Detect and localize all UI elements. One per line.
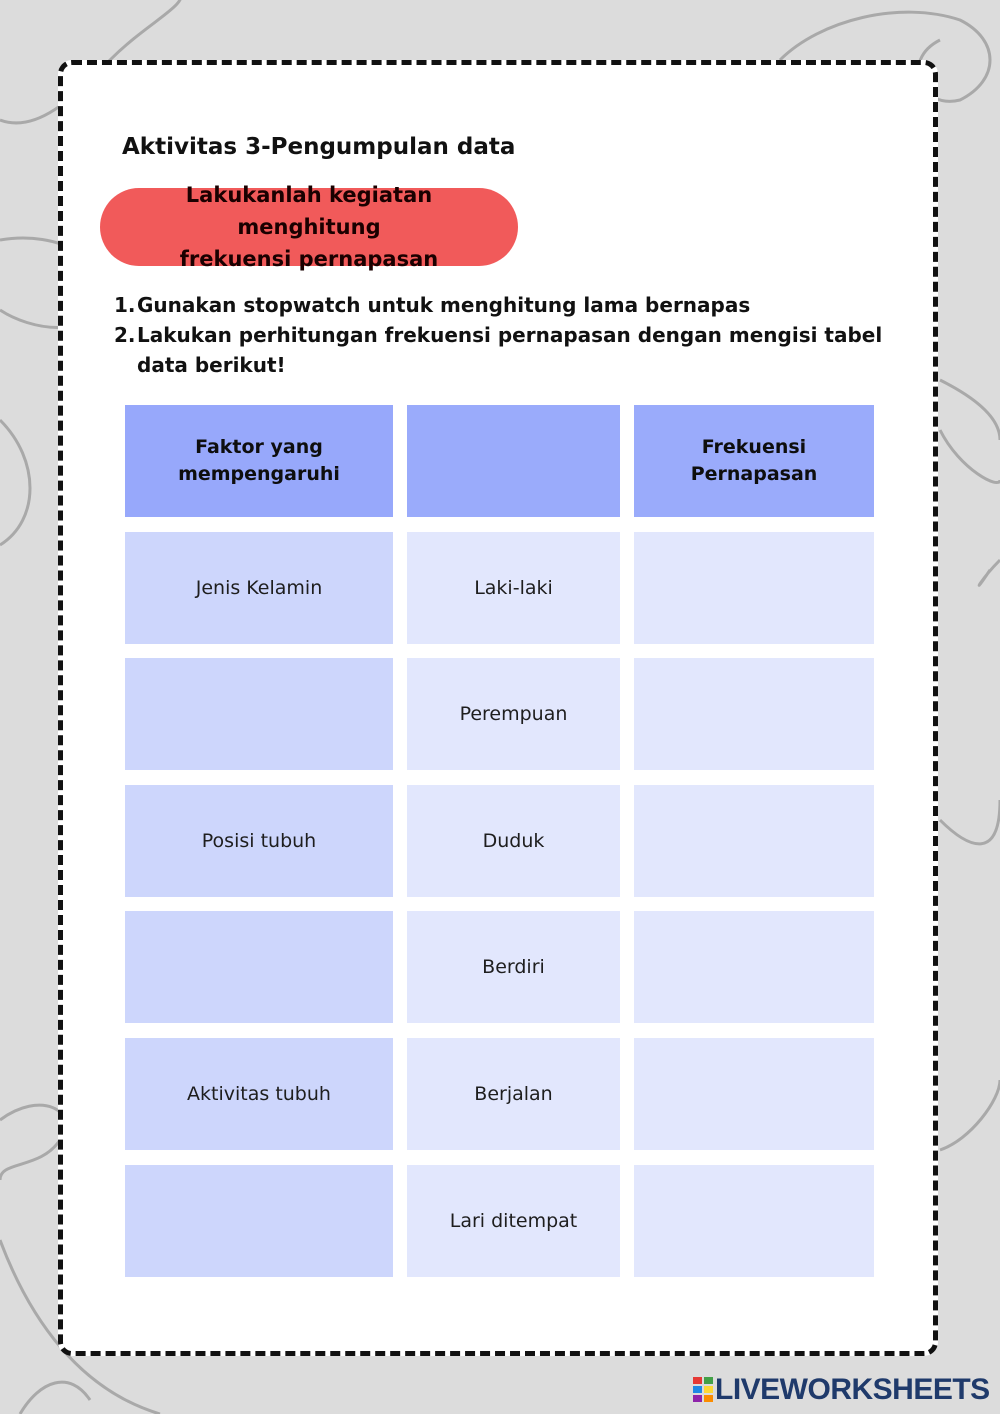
frequency-answer-cell[interactable]: [634, 532, 874, 644]
frequency-answer-cell[interactable]: [634, 785, 874, 897]
page-title: Aktivitas 3-Pengumpulan data: [122, 134, 516, 160]
step-item: [114, 320, 904, 380]
table-header-frequency: Frekuensi Pernapasan: [634, 405, 874, 517]
table-cell-factor: [125, 911, 393, 1023]
liveworksheets-logo[interactable]: [693, 1374, 990, 1406]
frequency-answer-cell[interactable]: [634, 1038, 874, 1150]
step-text: Gunakan stopwatch untuk menghitung lama bernapas: [137, 293, 751, 317]
table-cell-factor: Posisi tubuh: [125, 785, 393, 897]
table-cell-factor: Aktivitas tubuh: [125, 1038, 393, 1150]
table-cell-factor: Jenis Kelamin: [125, 532, 393, 644]
table-header-condition: [407, 405, 620, 517]
table-cell-condition: Laki-laki: [407, 532, 620, 644]
instruction-banner: [100, 183, 518, 271]
instruction-banner-text: Lakukanlah kegiatan menghitung frekuensi pernapasan: [179, 183, 439, 271]
table-cell-factor: [125, 1165, 393, 1277]
brand-name: LIVEWORKSHEETS: [715, 1373, 990, 1406]
table-header-factor: Faktor yang mempengaruhi: [125, 405, 393, 517]
table-cell-condition: Berdiri: [407, 911, 620, 1023]
frequency-answer-cell[interactable]: [634, 911, 874, 1023]
step-number: 2.: [114, 323, 136, 347]
step-number: 1.: [114, 293, 136, 317]
table-cell-condition: Lari ditempat: [407, 1165, 620, 1277]
frequency-answer-cell[interactable]: [634, 658, 874, 770]
table-cell-factor: [125, 658, 393, 770]
liveworksheets-logo-icon: [693, 1377, 713, 1403]
table-cell-condition: Perempuan: [407, 658, 620, 770]
steps-list: [114, 290, 904, 380]
table-cell-condition: Berjalan: [407, 1038, 620, 1150]
step-item: [114, 290, 904, 320]
step-text: Lakukan perhitungan frekuensi pernapasan dengan mengisi tabel data berikut!: [137, 323, 883, 377]
table-cell-condition: Duduk: [407, 785, 620, 897]
frequency-answer-cell[interactable]: [634, 1165, 874, 1277]
